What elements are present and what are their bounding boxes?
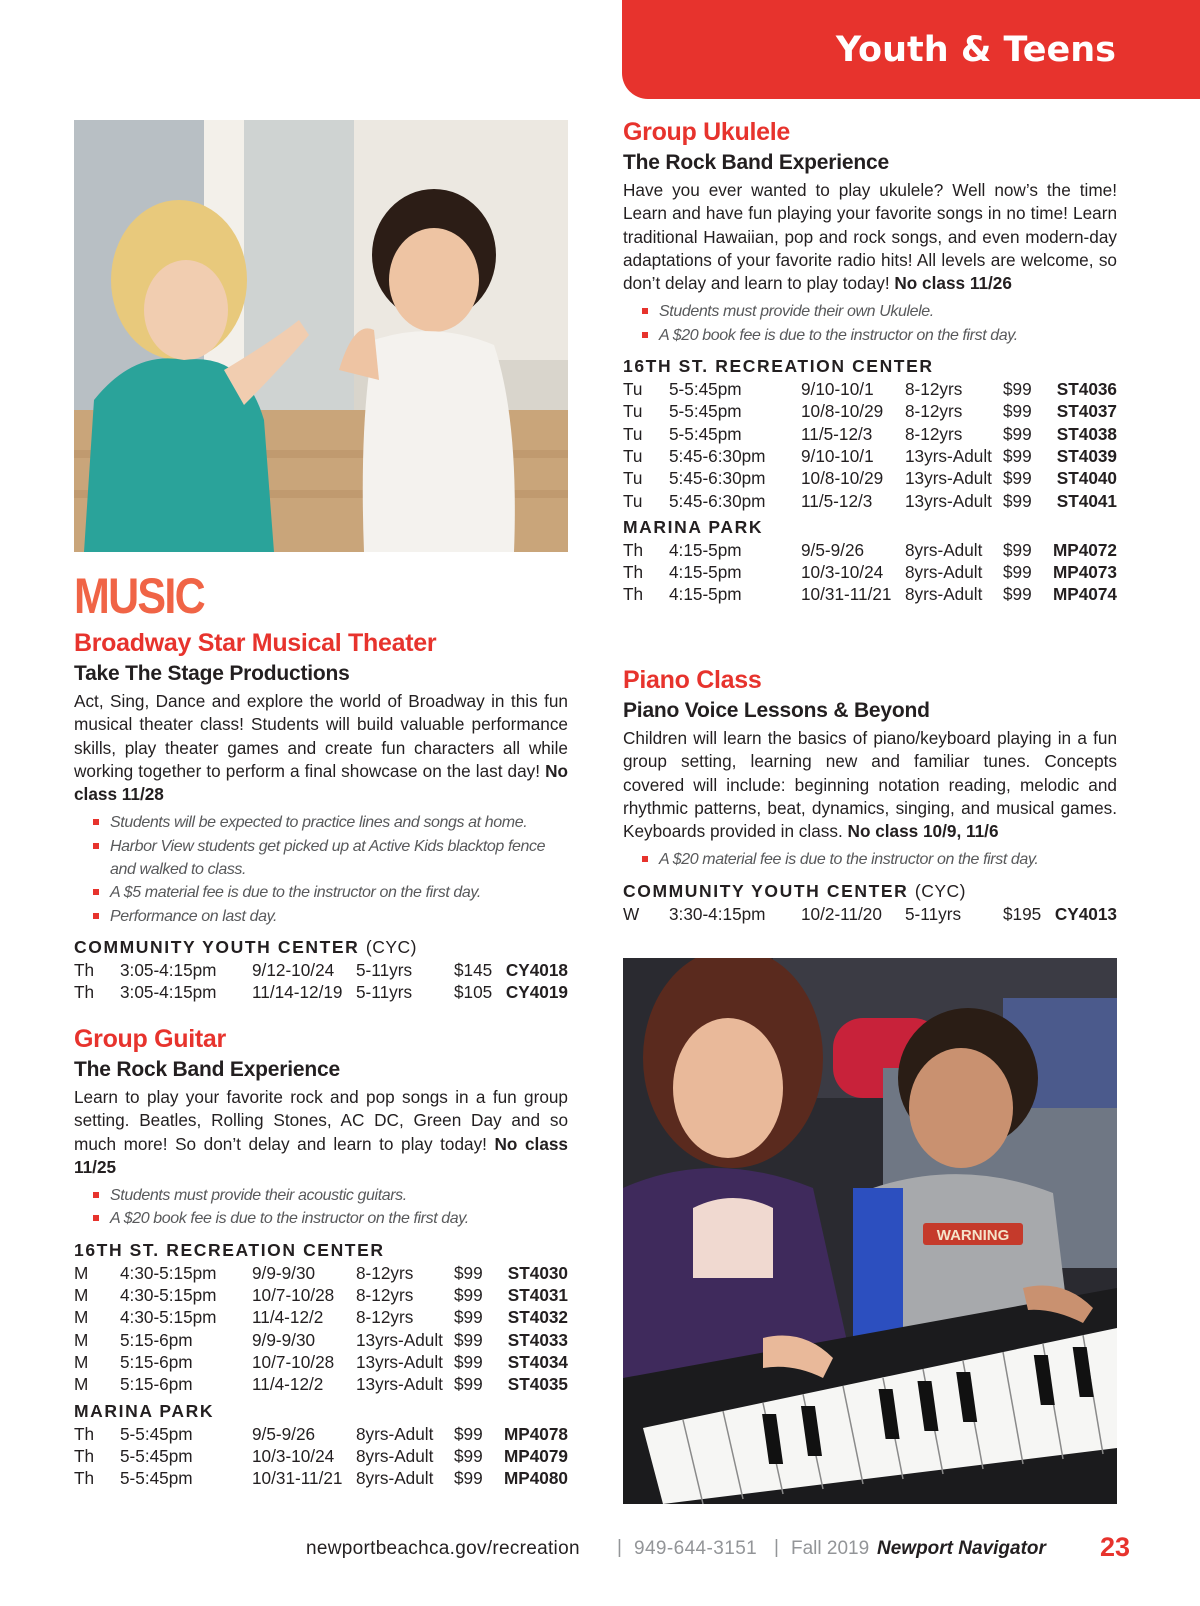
- schedule-code: ST4040: [1056, 468, 1117, 489]
- schedule-dates: 10/8-10/29: [801, 401, 884, 422]
- schedule-time: 5-5:45pm: [669, 423, 742, 444]
- schedule-time: 5:15-6pm: [120, 1374, 193, 1395]
- ukulele-title: Group Ukulele: [623, 118, 790, 146]
- schedule-day: M: [74, 1262, 89, 1283]
- schedule-ages: 8yrs-Adult: [356, 1445, 434, 1466]
- schedule-dates: 10/2-11/20: [801, 903, 882, 924]
- schedule-day: M: [74, 1351, 89, 1372]
- note-item: Students must provide their acoustic guitars.: [92, 1184, 568, 1207]
- location-heading: [74, 936, 568, 959]
- schedule-price: $99: [454, 1351, 483, 1372]
- location-name: MARINA PARK: [623, 516, 764, 537]
- schedule-table: [74, 1423, 568, 1490]
- note-item: A $20 book fee is due to the instructor on the first day.: [92, 1207, 568, 1230]
- schedule-price: $99: [1003, 539, 1032, 560]
- schedule-code: ST4041: [1056, 490, 1117, 511]
- schedule-dates: 11/14-12/19: [252, 982, 343, 1003]
- schedule-row: [623, 423, 1117, 445]
- piano-subtitle: Piano Voice Lessons & Beyond: [623, 699, 930, 722]
- schedule-time: 5:45-6:30pm: [669, 445, 766, 466]
- schedule-ages: 13yrs-Adult: [905, 445, 992, 466]
- ukulele-description: [623, 179, 1117, 295]
- schedule-time: 5-5:45pm: [120, 1423, 193, 1444]
- schedule-row: [74, 1306, 568, 1328]
- schedule-time: 4:15-5pm: [669, 584, 742, 605]
- location-name: MARINA PARK: [74, 1400, 215, 1421]
- schedule-ages: 8-12yrs: [356, 1307, 414, 1328]
- guitar-section: [74, 1023, 568, 1489]
- schedule-time: 4:30-5:15pm: [120, 1285, 217, 1306]
- footer-season: Fall 2019: [791, 1538, 870, 1559]
- schedule-ages: 13yrs-Adult: [356, 1329, 443, 1350]
- schedule-ages: 8yrs-Adult: [905, 539, 983, 560]
- footer-website-link[interactable]: newportbeachca.gov/recreation: [306, 1538, 580, 1559]
- piano-description: [623, 727, 1117, 843]
- schedule-price: $99: [1003, 401, 1032, 422]
- guitar-description: [74, 1086, 568, 1179]
- schedule-price: $99: [454, 1262, 483, 1283]
- schedule-ages: 8yrs-Adult: [356, 1468, 434, 1489]
- schedule-time: 5-5:45pm: [120, 1468, 193, 1489]
- guitar-subtitle: The Rock Band Experience: [74, 1058, 340, 1081]
- schedule-row: [623, 539, 1117, 561]
- schedule-ages: 8-12yrs: [905, 379, 963, 400]
- location-heading: [623, 880, 1117, 903]
- note-item: A $5 material fee is due to the instructor on the first day.: [92, 881, 568, 904]
- schedule-dates: 11/5-12/3: [801, 423, 873, 444]
- guitar-no-class: No class 11/25: [74, 1133, 568, 1177]
- section-tab-title: Youth & Teens: [835, 30, 1116, 70]
- schedule-price: $99: [454, 1468, 483, 1489]
- schedule-time: 5:15-6pm: [120, 1351, 193, 1372]
- schedule-code: CY4013: [1054, 903, 1117, 924]
- schedule-day: Th: [74, 1423, 95, 1444]
- note-item: Performance on last day.: [92, 905, 568, 928]
- schedule-day: Tu: [623, 445, 643, 466]
- location-name: COMMUNITY YOUTH CENTER: [74, 936, 360, 957]
- schedule-code: ST4036: [1056, 379, 1117, 400]
- schedule-price: $99: [454, 1329, 483, 1350]
- ukulele-notes: [641, 300, 1117, 347]
- schedule-day: Th: [74, 1468, 95, 1489]
- schedule-row: [74, 1262, 568, 1284]
- schedule-dates: 10/7-10/28: [252, 1351, 335, 1372]
- piano-section: [623, 664, 1117, 925]
- schedule-row: [623, 467, 1117, 489]
- schedule-day: Tu: [623, 379, 643, 400]
- schedule-ages: 8-12yrs: [905, 423, 963, 444]
- schedule-code: CY4019: [505, 982, 568, 1003]
- location-abbr: (CYC): [914, 880, 966, 901]
- footer-phone: 949-644-3151: [634, 1538, 758, 1559]
- piano-title: Piano Class: [623, 666, 762, 694]
- schedule-row: [74, 1373, 568, 1395]
- schedule-price: $105: [454, 982, 493, 1003]
- location-abbr: (CYC): [365, 936, 417, 957]
- schedule-row: [623, 400, 1117, 422]
- schedule-ages: 8-12yrs: [356, 1285, 414, 1306]
- piano-no-class: No class 10/9, 11/6: [847, 821, 999, 842]
- note-item: Students must provide their own Ukulele.: [641, 300, 1117, 323]
- schedule-code: ST4035: [507, 1374, 568, 1395]
- schedule-time: 4:30-5:15pm: [120, 1262, 217, 1283]
- schedule-dates: 9/9-9/30: [252, 1329, 316, 1350]
- schedule-row: [74, 959, 568, 981]
- schedule-ages: 13yrs-Adult: [905, 468, 992, 489]
- schedule-code: ST4032: [507, 1307, 568, 1328]
- schedule-dates: 9/5-9/26: [252, 1423, 316, 1444]
- footer-separator: |: [617, 1537, 622, 1558]
- schedule-time: 4:30-5:15pm: [120, 1307, 217, 1328]
- location-heading: [623, 516, 1117, 539]
- schedule-day: Th: [74, 959, 95, 980]
- schedule-price: $99: [454, 1445, 483, 1466]
- schedule-time: 3:30-4:15pm: [669, 903, 766, 924]
- location-name: 16TH ST. RECREATION CENTER: [74, 1239, 385, 1260]
- note-item: Harbor View students get picked up at Active Kids blacktop fence and walked to class.: [92, 835, 568, 882]
- schedule-code: ST4030: [507, 1262, 568, 1283]
- schedule-price: $99: [454, 1307, 483, 1328]
- schedule-dates: 11/4-12/2: [252, 1307, 324, 1328]
- schedule-code: MP4079: [503, 1445, 568, 1466]
- schedule-day: Th: [74, 1445, 95, 1466]
- schedule-row: [74, 1329, 568, 1351]
- schedule-dates: 9/10-10/1: [801, 379, 874, 400]
- schedule-day: Tu: [623, 490, 643, 511]
- note-item: Students will be expected to practice lines and songs at home.: [92, 811, 568, 834]
- ukulele-description-text: Have you ever wanted to play ukulele? Well now’s the time! Learn and have fun playing your favorite songs in no time! Learn traditional Hawaiian, pop and rock songs, and even modern-day adaptations of your favorite radio hits! All levels are welcome, so don’t delay and learn to play today!: [623, 180, 1117, 294]
- schedule-table: [623, 539, 1117, 606]
- broadway-subtitle: Take The Stage Productions: [74, 662, 350, 685]
- ukulele-section: [623, 116, 1117, 606]
- schedule-dates: 10/3-10/24: [252, 1445, 335, 1466]
- schedule-time: 4:15-5pm: [669, 562, 742, 583]
- schedule-day: Th: [623, 539, 644, 560]
- schedule-code: MP4073: [1052, 562, 1117, 583]
- guitar-notes: [92, 1184, 568, 1231]
- schedule-row: [74, 1284, 568, 1306]
- schedule-price: $99: [1003, 562, 1032, 583]
- schedule-dates: 9/10-10/1: [801, 445, 874, 466]
- location-name: 16TH ST. RECREATION CENTER: [623, 356, 934, 377]
- broadway-title: Broadway Star Musical Theater: [74, 629, 437, 657]
- schedule-time: 5-5:45pm: [120, 1445, 193, 1466]
- schedule-ages: 8-12yrs: [356, 1262, 414, 1283]
- schedule-day: Th: [74, 982, 95, 1003]
- schedule-price: $99: [1003, 445, 1032, 466]
- schedule-day: M: [74, 1285, 89, 1306]
- schedule-table: [74, 1262, 568, 1396]
- schedule-price: $99: [1003, 584, 1032, 605]
- broadway-no-class: No class 11/28: [74, 760, 568, 805]
- note-item: A $20 material fee is due to the instructor on the first day.: [641, 848, 1117, 871]
- schedule-day: W: [623, 903, 640, 924]
- schedule-ages: 13yrs-Adult: [905, 490, 992, 511]
- schedule-price: $195: [1003, 903, 1042, 924]
- schedule-row: [623, 561, 1117, 583]
- schedule-dates: 9/5-9/26: [801, 539, 865, 560]
- schedule-day: Th: [623, 562, 644, 583]
- schedule-dates: 9/9-9/30: [252, 1262, 316, 1283]
- schedule-day: Th: [623, 584, 644, 605]
- schedule-price: $99: [1003, 490, 1032, 511]
- footer-publication: Newport Navigator: [877, 1538, 1046, 1559]
- location-name: COMMUNITY YOUTH CENTER: [623, 880, 909, 901]
- girls-theater-photo: [74, 120, 568, 552]
- schedule-ages: 8yrs-Adult: [905, 584, 983, 605]
- schedule-code: MP4078: [503, 1423, 568, 1444]
- schedule-price: $99: [454, 1423, 483, 1444]
- location-heading: [74, 1400, 568, 1423]
- page-footer: [0, 1532, 1200, 1565]
- location-heading: [623, 355, 1117, 378]
- piano-notes: [641, 848, 1117, 871]
- schedule-price: $99: [1003, 423, 1032, 444]
- section-tab: [622, 0, 1200, 99]
- piano-description-text: Children will learn the basics of piano/keyboard playing in a fun group setting, learning new and familiar tunes. Concepts covered will include: beginning notation reading, melodic and rhythmic patterns, beat, dynamics, singing, and musical games. Keyboards provided in class.: [623, 728, 1117, 842]
- schedule-row: [74, 1445, 568, 1467]
- schedule-row: [623, 490, 1117, 512]
- schedule-dates: 9/12-10/24: [252, 959, 335, 980]
- schedule-row: [74, 1467, 568, 1489]
- schedule-code: ST4034: [507, 1351, 568, 1372]
- schedule-table: [74, 959, 568, 1004]
- schedule-row: [74, 1351, 568, 1373]
- schedule-code: ST4039: [1056, 445, 1117, 466]
- piano-lesson-photo: [623, 958, 1117, 1504]
- schedule-row: [623, 445, 1117, 467]
- schedule-day: Tu: [623, 468, 643, 489]
- ukulele-no-class: No class 11/26: [894, 273, 1012, 294]
- schedule-code: ST4037: [1056, 401, 1117, 422]
- schedule-ages: 5-11yrs: [905, 903, 962, 924]
- guitar-title: Group Guitar: [74, 1025, 226, 1053]
- schedule-time: 5:45-6:30pm: [669, 490, 766, 511]
- ukulele-subtitle: The Rock Band Experience: [623, 151, 889, 174]
- broadway-description-text: Act, Sing, Dance and explore the world of Broadway in this fun musical theater class! Students will build valuable performance skills, play theater games and create fun characters all while working together to perform a final showcase on the last day!: [74, 691, 568, 781]
- schedule-day: M: [74, 1329, 89, 1350]
- schedule-time: 5:15-6pm: [120, 1329, 193, 1350]
- schedule-price: $99: [1003, 468, 1032, 489]
- schedule-day: Tu: [623, 401, 643, 422]
- schedule-time: 5:45-6:30pm: [669, 468, 766, 489]
- schedule-price: $99: [1003, 379, 1032, 400]
- schedule-ages: 8yrs-Adult: [356, 1423, 434, 1444]
- schedule-ages: 5-11yrs: [356, 982, 413, 1003]
- schedule-ages: 5-11yrs: [356, 959, 413, 980]
- schedule-dates: 10/31-11/21: [801, 584, 892, 605]
- schedule-table: [623, 378, 1117, 512]
- broadway-description: [74, 690, 568, 806]
- schedule-code: MP4080: [503, 1468, 568, 1489]
- schedule-table: [623, 903, 1117, 925]
- page-number: 23: [1100, 1532, 1131, 1562]
- schedule-time: 5-5:45pm: [669, 379, 742, 400]
- schedule-time: 4:15-5pm: [669, 539, 742, 560]
- schedule-ages: 13yrs-Adult: [356, 1374, 443, 1395]
- schedule-row: [74, 1423, 568, 1445]
- schedule-price: $99: [454, 1374, 483, 1395]
- music-heading: MUSIC: [74, 568, 204, 624]
- schedule-code: ST4031: [507, 1285, 568, 1306]
- guitar-description-text: Learn to play your favorite rock and pop songs in a fun group setting. Beatles, Rolling Stones, AC DC, Green Day and so much more! So don’t delay and learn to play today!: [74, 1087, 568, 1154]
- schedule-dates: 11/5-12/3: [801, 490, 873, 511]
- schedule-code: MP4072: [1052, 539, 1117, 560]
- schedule-row: [623, 378, 1117, 400]
- schedule-day: M: [74, 1307, 89, 1328]
- schedule-code: MP4074: [1052, 584, 1117, 605]
- schedule-ages: 8-12yrs: [905, 401, 963, 422]
- schedule-code: ST4033: [507, 1329, 568, 1350]
- note-item: A $20 book fee is due to the instructor on the first day.: [641, 324, 1117, 347]
- schedule-time: 3:05-4:15pm: [120, 959, 217, 980]
- schedule-dates: 10/3-10/24: [801, 562, 884, 583]
- schedule-time: 3:05-4:15pm: [120, 982, 217, 1003]
- broadway-section: [74, 627, 568, 1004]
- schedule-code: ST4038: [1056, 423, 1117, 444]
- schedule-code: CY4018: [505, 959, 568, 980]
- schedule-price: $145: [454, 959, 493, 980]
- schedule-day: M: [74, 1374, 89, 1395]
- schedule-row: [623, 583, 1117, 605]
- schedule-row: [74, 981, 568, 1003]
- schedule-time: 5-5:45pm: [669, 401, 742, 422]
- shirt-text: WARNING: [936, 1227, 1010, 1244]
- schedule-price: $99: [454, 1285, 483, 1306]
- schedule-ages: 8yrs-Adult: [905, 562, 983, 583]
- schedule-day: Tu: [623, 423, 643, 444]
- schedule-row: [623, 903, 1117, 925]
- schedule-dates: 10/31-11/21: [252, 1468, 343, 1489]
- schedule-dates: 11/4-12/2: [252, 1374, 324, 1395]
- location-heading: [74, 1239, 568, 1262]
- schedule-ages: 13yrs-Adult: [356, 1351, 443, 1372]
- schedule-dates: 10/8-10/29: [801, 468, 884, 489]
- footer-separator: |: [774, 1537, 779, 1558]
- schedule-dates: 10/7-10/28: [252, 1285, 335, 1306]
- broadway-notes: [92, 811, 568, 927]
